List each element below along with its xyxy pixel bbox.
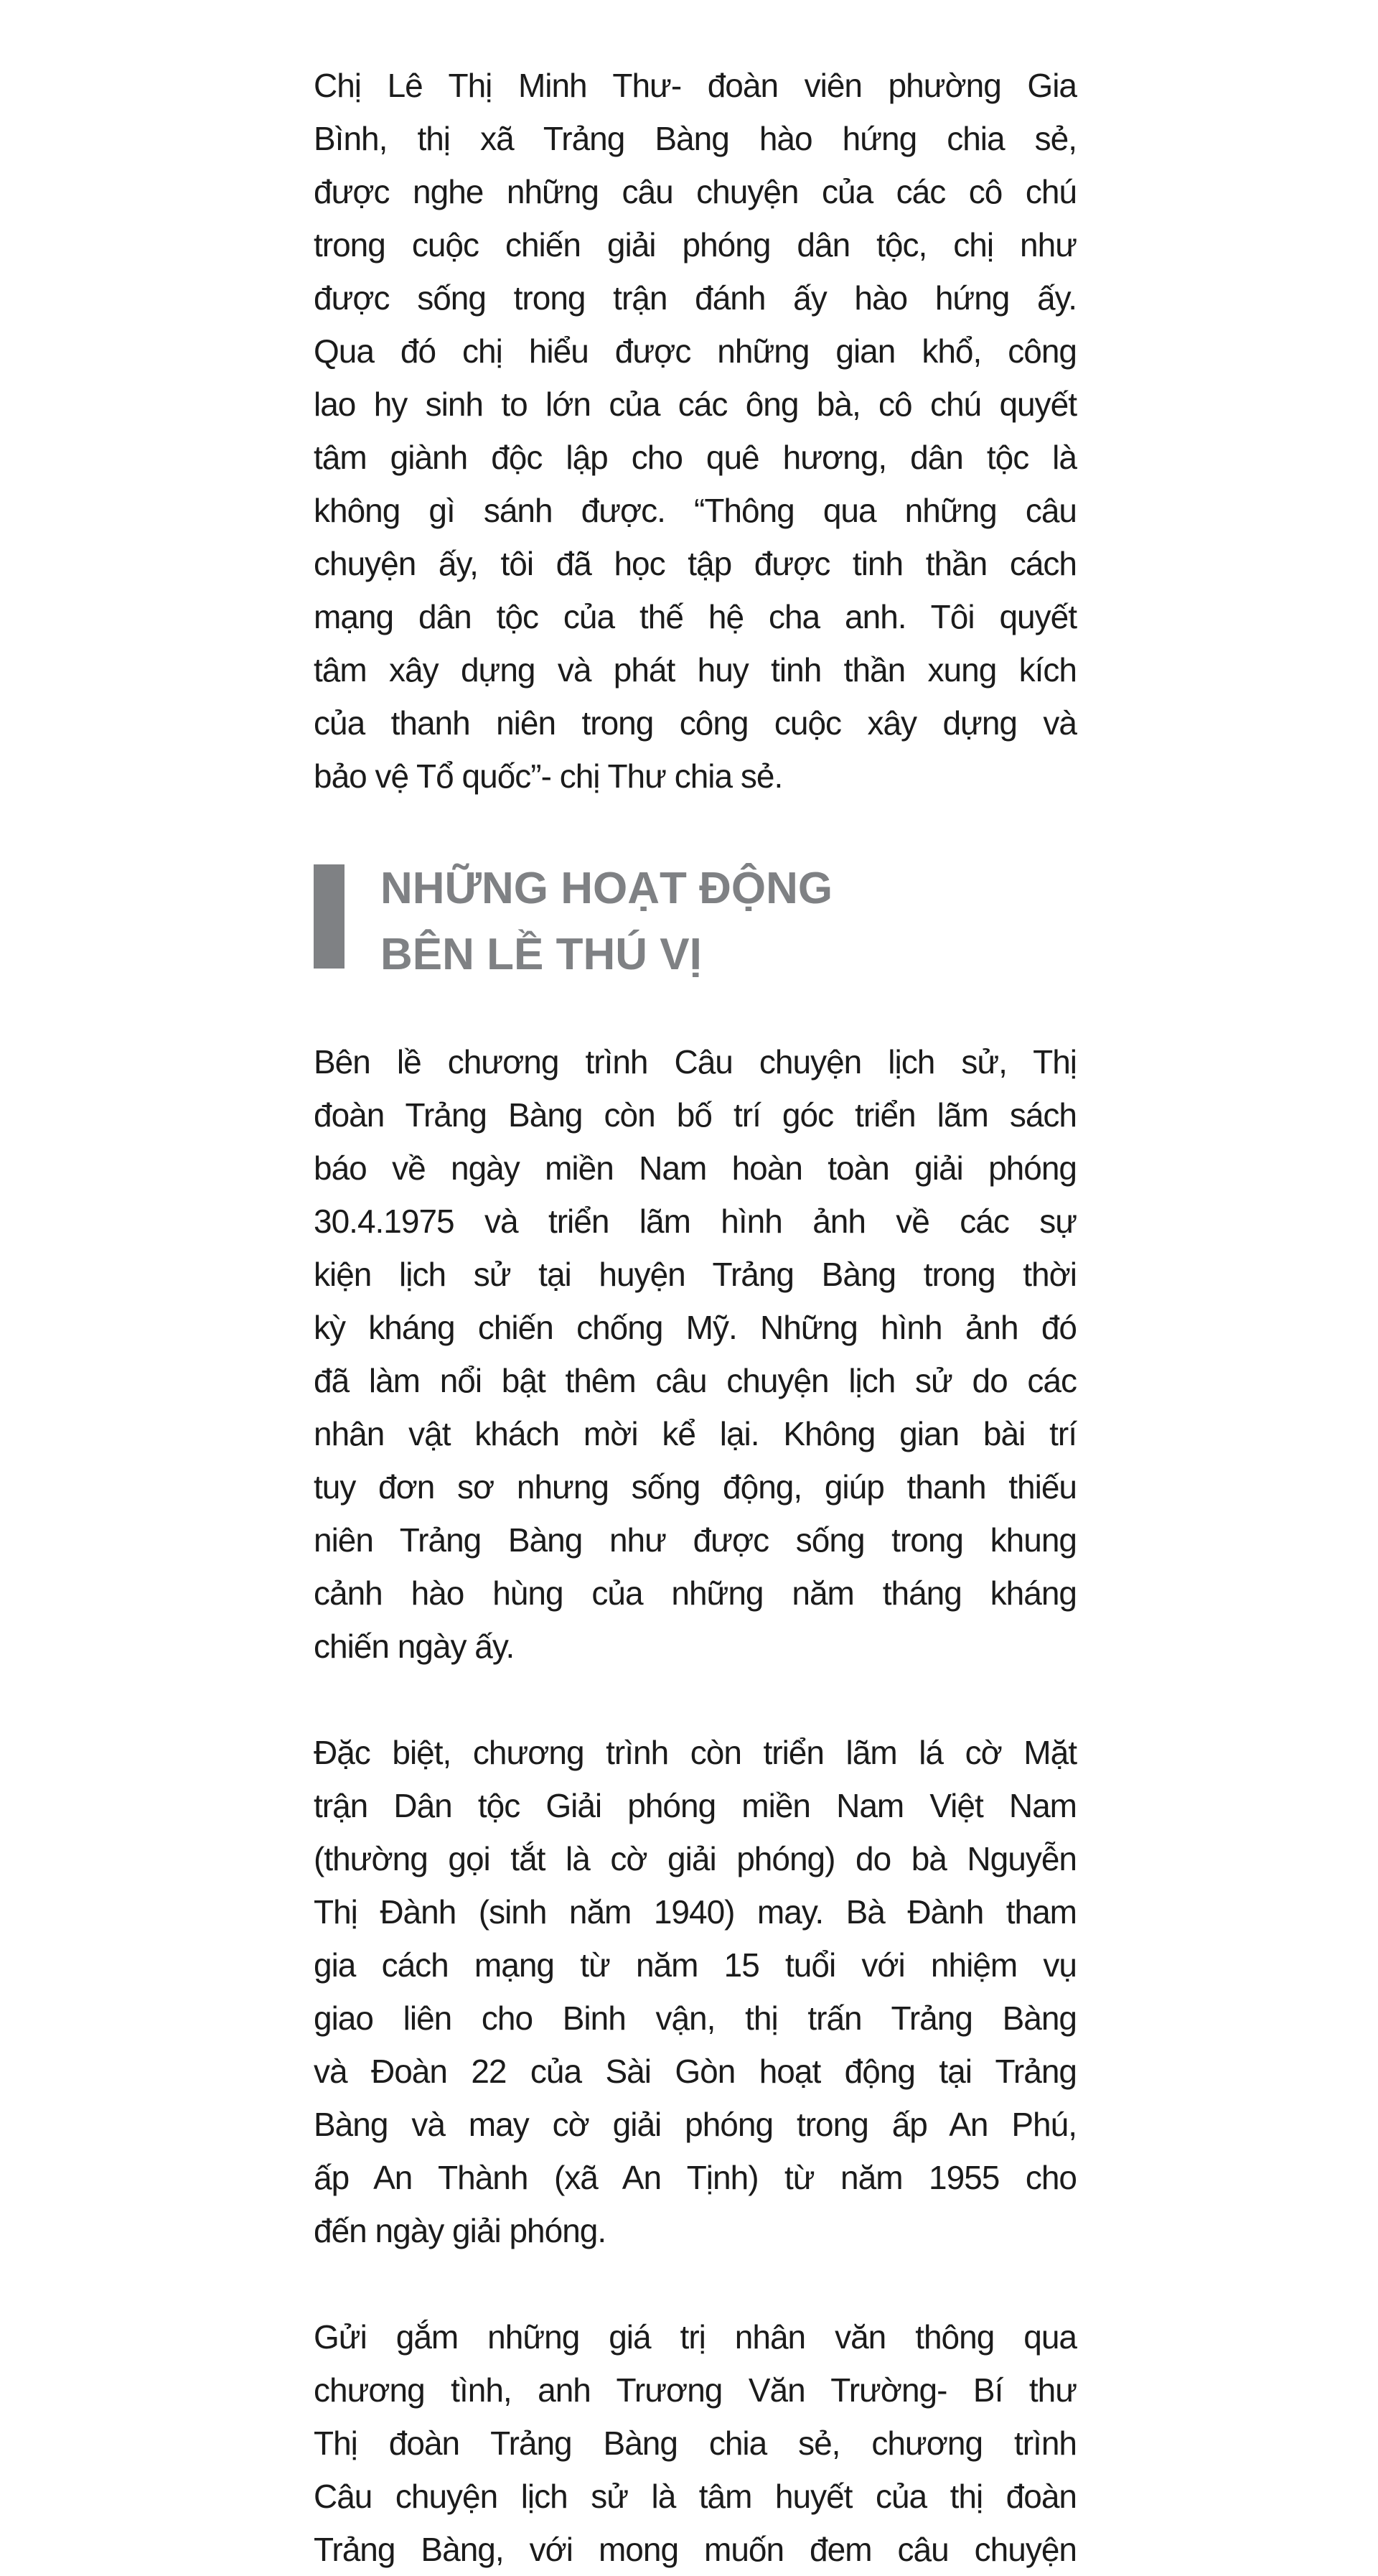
text-line: của thanh niên trong công cuộc xây dựng và <box>314 704 1077 742</box>
text-line: Đặc biệt, chương trình còn triển lãm lá cờ Mặt <box>314 1734 1077 1771</box>
text-line: tâm xây dựng và phát huy tinh thần xung kích <box>314 651 1077 689</box>
text-line: lao hy sinh to lớn của các ông bà, cô chú quyết <box>314 386 1077 423</box>
text-line: 30.4.1975 và triển lãm hình ảnh về các sự <box>314 1203 1077 1240</box>
text-line: ấp An Thành (xã An Tịnh) từ năm 1955 cho <box>314 2159 1077 2196</box>
text-line: chiến ngày ấy. <box>314 1628 515 1665</box>
text-line: Thị Đành (sinh năm 1940) may. Bà Đành tham <box>314 1893 1077 1931</box>
text-line: đã làm nổi bật thêm câu chuyện lịch sử do các <box>314 1362 1077 1399</box>
text-line: Câu chuyện lịch sử là tâm huyết của thị đoàn <box>314 2478 1077 2515</box>
text-line: trận Dân tộc Giải phóng miền Nam Việt Nam <box>314 1787 1077 1824</box>
text-line: được nghe những câu chuyện của các cô chú <box>314 173 1077 210</box>
text-line: chuyện ấy, tôi đã học tập được tinh thần cách <box>314 545 1077 582</box>
text-line: chương tình, anh Trương Văn Trường- Bí thư <box>314 2371 1077 2409</box>
section-heading-line-2: BÊN LỀ THÚ VỊ <box>380 930 702 979</box>
article-body <box>314 59 1077 2576</box>
text-line: Trảng Bàng, với mong muốn đem câu chuyện <box>314 2531 1077 2568</box>
text-line: được sống trong trận đánh ấy hào hứng ấy. <box>314 279 1077 317</box>
section-heading <box>314 856 1077 988</box>
heading-accent-bar <box>314 864 344 969</box>
section-heading-line-1: NHỮNG HOẠT ĐỘNG <box>380 864 833 913</box>
text-line: đến ngày giải phóng. <box>314 2212 606 2249</box>
text-line: niên Trảng Bàng như được sống trong khung <box>314 1521 1077 1559</box>
text-line: Bàng và may cờ giải phóng trong ấp An Phú, <box>314 2106 1077 2143</box>
text-line: Bình, thị xã Trảng Bàng hào hứng chia sẻ, <box>314 120 1077 157</box>
text-line: Thị đoàn Trảng Bàng chia sẻ, chương trình <box>314 2425 1077 2462</box>
text-line: Chị Lê Thị Minh Thư- đoàn viên phường Gia <box>314 67 1077 104</box>
text-line: không gì sánh được. “Thông qua những câu <box>314 492 1077 529</box>
text-line: nhân vật khách mời kể lại. Không gian bài trí <box>314 1415 1077 1452</box>
text-line: tâm giành độc lập cho quê hương, dân tộc là <box>314 439 1077 476</box>
text-line: giao liên cho Binh vận, thị trấn Trảng Bàng <box>314 1999 1077 2037</box>
paragraph-2 <box>314 1035 1077 1673</box>
text-line: cảnh hào hùng của những năm tháng kháng <box>314 1574 1077 1612</box>
text-line: bảo vệ Tổ quốc”- chị Thư chia sẻ. <box>314 757 783 795</box>
paragraph-3 <box>314 1726 1077 2257</box>
text-line: gia cách mạng từ năm 15 tuổi với nhiệm vụ <box>314 1946 1077 1984</box>
text-line: (thường gọi tắt là cờ giải phóng) do bà Nguyễn <box>314 1840 1077 1877</box>
text-line: Gửi gắm những giá trị nhân văn thông qua <box>314 2318 1077 2356</box>
text-line: trong cuộc chiến giải phóng dân tộc, chị như <box>314 226 1077 263</box>
text-line: đoàn Trảng Bàng còn bố trí góc triển lãm sách <box>314 1096 1077 1134</box>
paragraph-1 <box>314 59 1077 803</box>
text-line: Qua đó chị hiểu được những gian khổ, công <box>314 332 1077 370</box>
text-line: báo về ngày miền Nam hoàn toàn giải phóng <box>314 1149 1077 1187</box>
paragraph-4 <box>314 2310 1077 2576</box>
text-line: tuy đơn sơ nhưng sống động, giúp thanh thiếu <box>314 1468 1077 1506</box>
text-line: mạng dân tộc của thế hệ cha anh. Tôi quyết <box>314 598 1077 635</box>
text-line: và Đoàn 22 của Sài Gòn hoạt động tại Trảng <box>314 2053 1077 2090</box>
text-line: Bên lề chương trình Câu chuyện lịch sử, Thị <box>314 1043 1077 1081</box>
text-line: kiện lịch sử tại huyện Trảng Bàng trong thời <box>314 1256 1077 1293</box>
text-line: kỳ kháng chiến chống Mỹ. Những hình ảnh đó <box>314 1309 1077 1346</box>
section-heading-text <box>380 856 833 988</box>
